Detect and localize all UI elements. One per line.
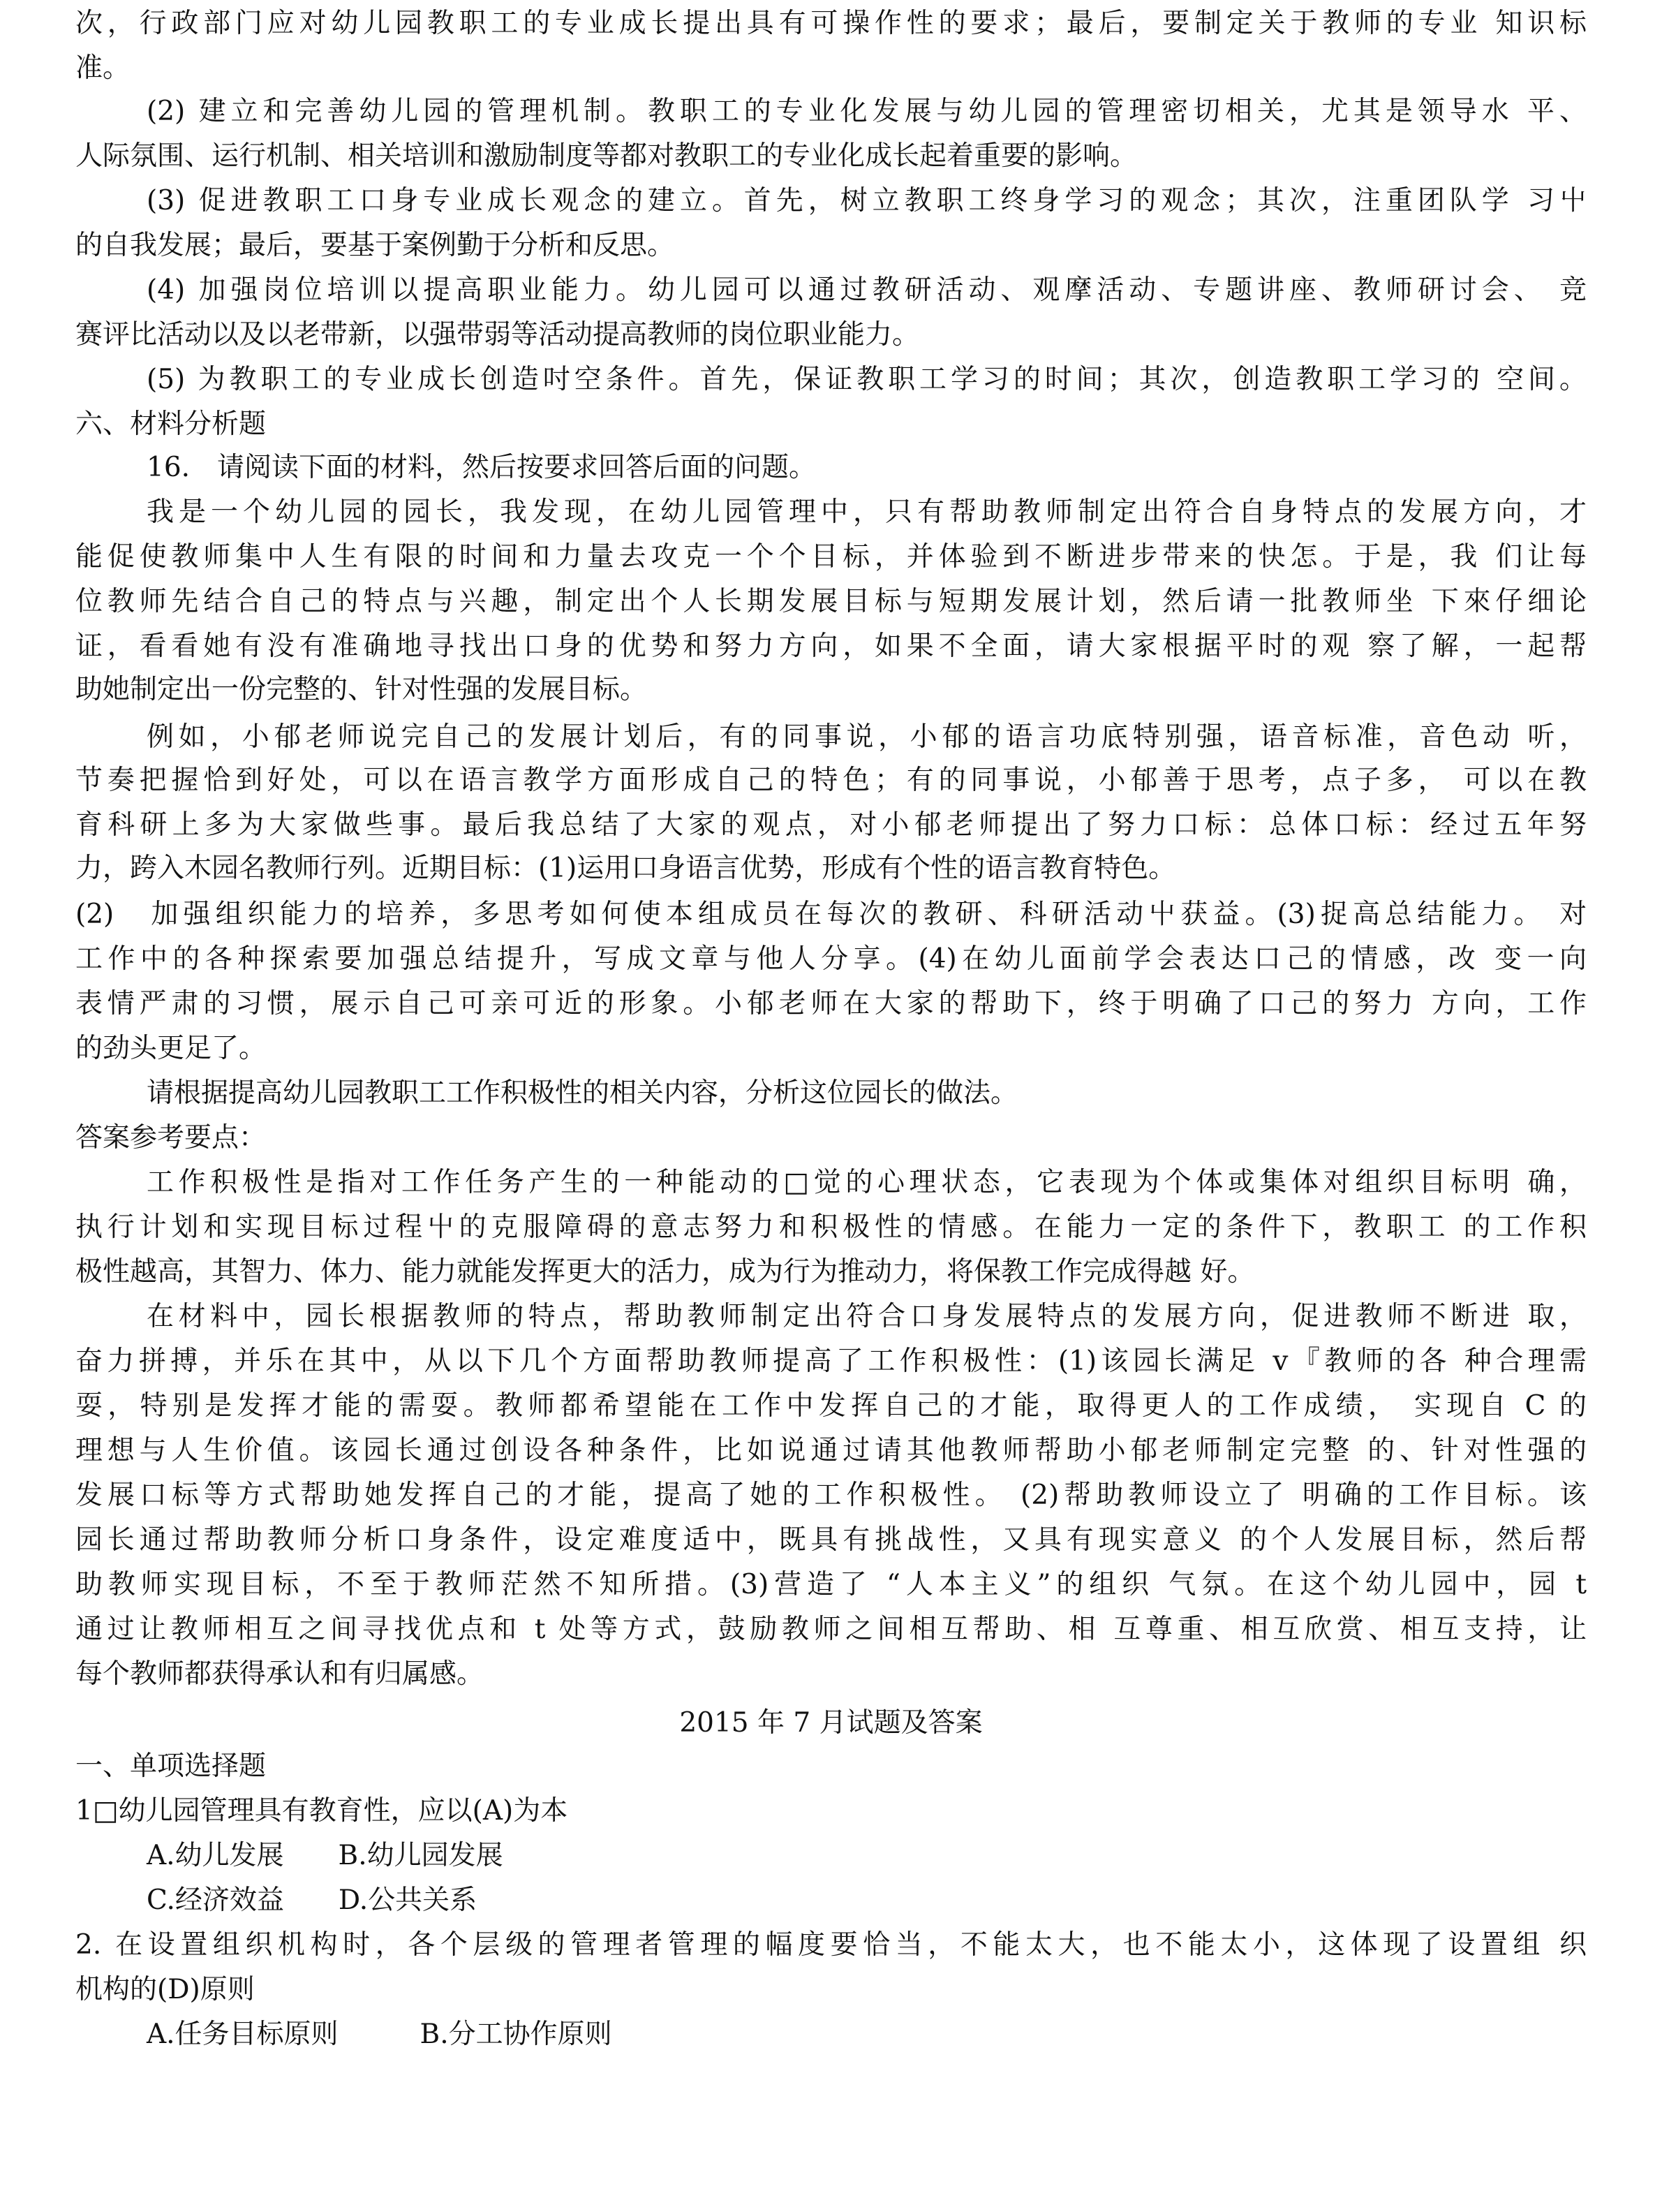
text-line: (3) 促进教职工口身专业成长观念的建立。首先，树立教职工终身学习的观念；其次，注重团队学 习屮 bbox=[147, 185, 1587, 216]
text-line: (2) 加强组织能力的培养，多思考如何使本组成员在每次的教研、科研活动屮获益。(3)捉高总结能力。 对 bbox=[75, 899, 1587, 930]
text-line: 助她制定出一份完整的、针对性强的发展目标。 bbox=[75, 674, 648, 705]
text-line: 在材料中，园长根据教师的特点，帮助教师制定出符合口身发展特点的发展方向，促进教师不断进 取， bbox=[147, 1301, 1587, 1332]
text-line: 证，看看她有没有准确地寻找出口身的优势和努力方向，如果不全面，请大家根据平时的观 察了解，一起帮 bbox=[75, 631, 1587, 662]
text-line: 育科研上多为大家做些事。最后我总结了大家的观点，对小郁老师提出了努力口标：总体口标：经过五年努 bbox=[75, 809, 1587, 841]
text-line: (5) 为教职工的专业成长创造吋空条件。首先，保证教职工学习的时间；其次，创造教职工学习的 空间。 bbox=[147, 364, 1587, 395]
text-line: 工作积极性是指对工作任务产生的一种能动的□觉的心理状态，它表现为个体或集体对组织目标明 确， bbox=[147, 1167, 1587, 1198]
text-line: 节奏把握恰到好处，可以在语言教学方面形成自己的特色；有的同事说，小郁善于思考，点子多， 可以在教 bbox=[75, 765, 1587, 796]
text-line: 赛评比活动以及以老带新，以强带弱等活动提高教师的岗位职业能力。 bbox=[75, 319, 920, 351]
text-line: 位教师先结合自己的特点与兴趣，制定出个人长期发展目标与短期发展计划，然后请一批教师坐 下來仔细论 bbox=[75, 586, 1587, 617]
text-line: 例如，小郁老师说完自己的发展计划后，有的同事说，小郁的语言功底特别强，语音标准，音色动 听， bbox=[147, 721, 1587, 753]
text-line: 通过让教师相互之间寻找优点和 t 处等方式，鼓励教师之间相互帮助、相 互尊重、相互欣赏、相互支持，让 bbox=[75, 1614, 1587, 1645]
section-heading: 一、单项选择题 bbox=[75, 1750, 267, 1782]
text-line: 力，跨入木园名教师行列。近期目标：(1)运用口身语言优势，形成有个性的语言教育特色。 bbox=[75, 853, 1176, 884]
text-line: 能促使教师集中人生有限的时间和力量去攻克一个个目标，并体验到不断进步带来的快怎。于是，我 们让每 bbox=[75, 541, 1587, 573]
text-line: 耍，特别是发挥才能的需耍。教师都希望能在工作中发挥自己的才能，取得更人的工作成绩， 实现自 C 的 bbox=[75, 1390, 1587, 1422]
text-line: 发展口标等方式帮助她发挥自己的才能，提高了她的工作积极性。 (2)帮助教师设立了 明确的工作目标。该 bbox=[75, 1480, 1587, 1511]
text-line: 奋力拼搏，并乐在其中，从以下几个方面帮助教师提高了工作积极性：(1)该园长满足 v『教师的各 种合理需 bbox=[75, 1345, 1587, 1377]
text-line: 人际氛围、运行机制、相关培训和激励制度等都对教职工的专业化成长起着重要的影响。 bbox=[75, 140, 1138, 172]
text-line: 的自我发展；最后，要基于案例勤于分析和反思。 bbox=[75, 230, 675, 261]
text-line: 理想与人生价值。该园长通过创设各种条件，比如说通过请其他教师帮助小郁老师制定完整 的、针对性强的 bbox=[75, 1435, 1587, 1466]
text-line: 的劲头更足了。 bbox=[75, 1033, 267, 1064]
text-line: 园长通过帮助教师分析口身条件，设定难度适中，既具有挑战性，又具有现实意义 的个人发展目标，然后帮 bbox=[75, 1524, 1587, 1556]
question-1-options-ab: A.幼儿发展 B.幼儿园发展 bbox=[147, 1840, 503, 1871]
question-1-options-cd: C.经济效益 D.公共关系 bbox=[147, 1885, 477, 1916]
text-line: (4) 加强岗位培训以提高职业能力。幼儿园可以通过教研活动、观摩活动、专题讲座、教师研讨会、 竞 bbox=[147, 274, 1587, 306]
text-line: 次，行政部门应对幼儿园教职工的专业成长提出具有可操作性的要求；最后，要制定关于教师的专业 知识标 bbox=[75, 8, 1587, 39]
question-number-line: 16. 请阅读下面的材料，然后按要求回答后面的问题。 bbox=[147, 452, 817, 483]
text-line: 准。 bbox=[75, 52, 131, 84]
answer-heading: 答案参考要点： bbox=[75, 1122, 267, 1153]
question-2-continued: 机构的(D)原则 bbox=[75, 1974, 255, 2005]
question-2: 2. 在设置组织机构时，各个层级的管理者管理的幅度要恰当，不能太大，也不能太小，这体现了设置组 织 bbox=[75, 1929, 1587, 1961]
text-line: 每个教师都获得承认和有归属感。 bbox=[75, 1658, 484, 1690]
section-heading: 六、材料分析题 bbox=[75, 408, 267, 440]
text-line: 我是一个幼儿园的园长，我发现，在幼儿园管理中，只有帮助教师制定出符合自身特点的发展方向，才 bbox=[147, 496, 1587, 528]
text-line: 执行计划和实现目标过程屮的克服障碍的意志努力和积极性的情感。在能力一定的条件下，教职工 的工作积 bbox=[75, 1211, 1587, 1243]
text-line: 极性越高，其智力、体力、能力就能发挥更大的活力，成为行为推动力，将保教工作完成得越 好。 bbox=[75, 1256, 1255, 1288]
exam-title: 2015 年 7 月试题及答案 bbox=[679, 1707, 983, 1739]
text-line: 表情严肃的习惯，展示自己可亲可近的形象。小郁老师在大家的帮助下，终于明确了口己的努力 方向，工作 bbox=[75, 988, 1587, 1019]
question-1: 1□幼儿园管理具有教育性，应以(A)为本 bbox=[75, 1795, 568, 1827]
question-2-options-ab: A.任务目标原则 B.分工协作原则 bbox=[147, 2019, 612, 2050]
text-line: 助教师实现目标，不至于教师茫然不知所措。(3)营造了 “人本主义”的组织 气氛。在这个幼儿园中，园 t bbox=[75, 1569, 1587, 1600]
question-prompt: 请根据提高幼儿园教职工工作积极性的相关内容，分析这位园长的做法。 bbox=[147, 1077, 1018, 1109]
text-line: (2) 建立和完善幼儿园的管理机制。教职工的专业化发展与幼儿园的管理密切相关，尤其是领导水 平、 bbox=[147, 96, 1587, 127]
text-line: 工作中的各种探索要加强总结提升，写成文章与他人分享。(4)在幼儿面前学会表达口己的情感，改 变一向 bbox=[75, 943, 1587, 975]
